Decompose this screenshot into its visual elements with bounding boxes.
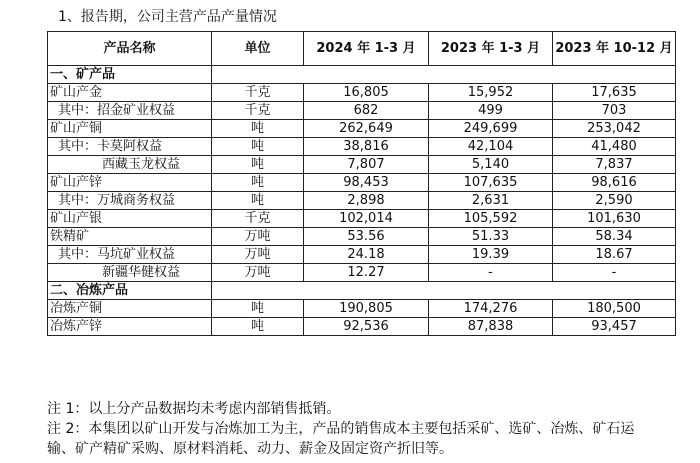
value-2023-q4-cell: 703 <box>553 102 676 120</box>
value-2024-q1-cell: 102,014 <box>304 210 429 228</box>
value-2023-q1-cell: - <box>429 264 553 282</box>
notes <box>47 399 687 459</box>
note-2-line-1: 注 2：本集团以矿山开发与冶炼加工为主，产品的销售成本主要包括采矿、选矿、冶炼、矿石运 <box>47 421 635 437</box>
unit-cell: 千克 <box>212 210 304 228</box>
section-title: 一、矿产品 <box>48 66 212 84</box>
header-2023-q1: 2023 年 1-3 月 <box>429 32 553 66</box>
product-name-cell: 铁精矿 <box>48 228 212 246</box>
table-row <box>48 318 676 336</box>
section-heading: 1、报告期，公司主营产品产量情况 <box>58 9 277 25</box>
table-row <box>48 120 676 138</box>
product-name-cell: 新疆华健权益 <box>48 264 212 282</box>
value-2024-q1-cell: 38,816 <box>304 138 429 156</box>
value-2023-q4-cell: 18.67 <box>553 246 676 264</box>
unit-cell: 吨 <box>212 318 304 336</box>
unit-cell: 千克 <box>212 102 304 120</box>
value-2024-q1-cell: 24.18 <box>304 246 429 264</box>
unit-cell: 万吨 <box>212 246 304 264</box>
note-1: 注 1：以上分产品数据均未考虑内部销售抵销。 <box>47 401 341 417</box>
section-blank <box>212 282 676 300</box>
table-row <box>48 84 676 102</box>
unit-cell: 千克 <box>212 84 304 102</box>
value-2023-q4-cell: 180,500 <box>553 300 676 318</box>
value-2023-q1-cell: 105,592 <box>429 210 553 228</box>
value-2024-q1-cell: 53.56 <box>304 228 429 246</box>
table-row <box>48 174 676 192</box>
value-2023-q1-cell: 87,838 <box>429 318 553 336</box>
value-2024-q1-cell: 92,536 <box>304 318 429 336</box>
production-table <box>47 31 676 336</box>
table-row <box>48 192 676 210</box>
table-row <box>48 300 676 318</box>
table-row <box>48 264 676 282</box>
value-2023-q1-cell: 51.33 <box>429 228 553 246</box>
value-2024-q1-cell: 98,453 <box>304 174 429 192</box>
table-body <box>48 66 676 336</box>
product-name-cell: 其中：招金矿业权益 <box>48 102 212 120</box>
value-2023-q1-cell: 42,104 <box>429 138 553 156</box>
clipped-previous-text <box>60 0 660 5</box>
table-row <box>48 246 676 264</box>
value-2024-q1-cell: 7,807 <box>304 156 429 174</box>
value-2024-q1-cell: 682 <box>304 102 429 120</box>
value-2023-q1-cell: 15,952 <box>429 84 553 102</box>
unit-cell: 吨 <box>212 120 304 138</box>
value-2023-q1-cell: 174,276 <box>429 300 553 318</box>
header-2024-q1: 2024 年 1-3 月 <box>304 32 429 66</box>
value-2023-q4-cell: 101,630 <box>553 210 676 228</box>
table-row <box>48 156 676 174</box>
value-2023-q4-cell: 17,635 <box>553 84 676 102</box>
unit-cell: 吨 <box>212 156 304 174</box>
product-name-cell: 矿山产金 <box>48 84 212 102</box>
unit-cell: 吨 <box>212 174 304 192</box>
unit-cell: 万吨 <box>212 264 304 282</box>
value-2023-q1-cell: 5,140 <box>429 156 553 174</box>
value-2024-q1-cell: 12.27 <box>304 264 429 282</box>
value-2023-q1-cell: 107,635 <box>429 174 553 192</box>
unit-cell: 万吨 <box>212 228 304 246</box>
value-2023-q1-cell: 19.39 <box>429 246 553 264</box>
unit-cell: 吨 <box>212 300 304 318</box>
product-name-cell: 西藏玉龙权益 <box>48 156 212 174</box>
value-2023-q4-cell: - <box>553 264 676 282</box>
value-2024-q1-cell: 16,805 <box>304 84 429 102</box>
table-row <box>48 138 676 156</box>
section-blank <box>212 66 676 84</box>
section-row <box>48 66 676 84</box>
value-2024-q1-cell: 262,649 <box>304 120 429 138</box>
table-row <box>48 102 676 120</box>
section-title: 二、冶炼产品 <box>48 282 212 300</box>
value-2024-q1-cell: 2,898 <box>304 192 429 210</box>
value-2023-q1-cell: 249,699 <box>429 120 553 138</box>
value-2023-q4-cell: 93,457 <box>553 318 676 336</box>
table-row <box>48 210 676 228</box>
value-2023-q4-cell: 7,837 <box>553 156 676 174</box>
value-2023-q4-cell: 41,480 <box>553 138 676 156</box>
value-2023-q1-cell: 2,631 <box>429 192 553 210</box>
product-name-cell: 冶炼产铜 <box>48 300 212 318</box>
unit-cell: 吨 <box>212 192 304 210</box>
product-name-cell: 矿山产锌 <box>48 174 212 192</box>
header-product-name: 产品名称 <box>48 32 212 66</box>
table-row <box>48 228 676 246</box>
section-row <box>48 282 676 300</box>
product-name-cell: 矿山产银 <box>48 210 212 228</box>
note-2-line-2: 输、矿产精矿采购、原材料消耗、动力、薪金及固定资产折旧等。 <box>47 441 453 457</box>
value-2023-q1-cell: 499 <box>429 102 553 120</box>
product-name-cell: 其中：卡莫阿权益 <box>48 138 212 156</box>
value-2024-q1-cell: 190,805 <box>304 300 429 318</box>
product-name-cell: 矿山产铜 <box>48 120 212 138</box>
product-name-cell: 其中：马坑矿业权益 <box>48 246 212 264</box>
product-name-cell: 冶炼产锌 <box>48 318 212 336</box>
value-2023-q4-cell: 58.34 <box>553 228 676 246</box>
unit-cell: 吨 <box>212 138 304 156</box>
table-header-row <box>48 32 676 66</box>
header-unit: 单位 <box>212 32 304 66</box>
product-name-cell: 其中：万城商务权益 <box>48 192 212 210</box>
value-2023-q4-cell: 253,042 <box>553 120 676 138</box>
value-2023-q4-cell: 98,616 <box>553 174 676 192</box>
header-2023-q4: 2023 年 10-12 月 <box>553 32 676 66</box>
value-2023-q4-cell: 2,590 <box>553 192 676 210</box>
